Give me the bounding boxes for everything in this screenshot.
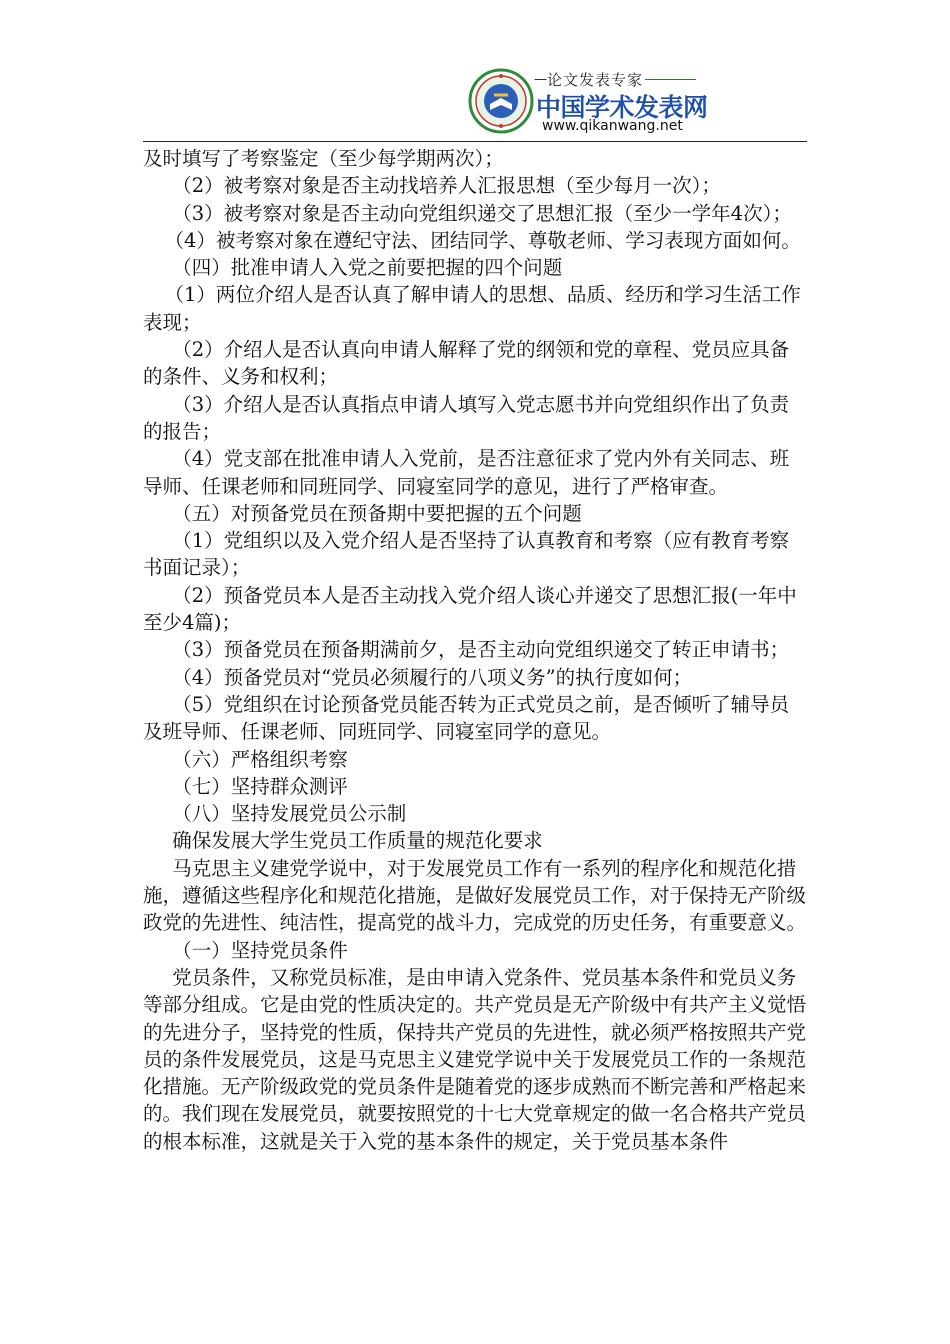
logo-tagline: — 论文发表专家 [534,68,696,90]
section-heading: （五）对预备党员在预备期中要把握的五个问题 [172,501,582,525]
paragraph: （1）两位介绍人是否认真了解申请人的思想、品质、经历和学习生活工作表现； [143,283,801,334]
section-heading: 确保发展大学生党员工作质量的规范化要求 [172,829,543,853]
paragraph: （3）预备党员在预备期满前夕，是否主动向党组织递交了转正申请书； [172,638,790,662]
paragraph: （2）介绍人是否认真向申请人解释了党的纲领和党的章程、党员应具备的条件、义务和权利； [143,338,790,389]
paragraph: 党员条件，又称党员标准，是由申请入党条件、党员基本条件和党员义务等部分组成。它是由党的性质决定的。共产党员是无产阶级中有共产主义觉悟的先进分子，坚持党的性质，保持共产党员的先进性，就必须严格按照共产党员的条件发展党员，这是马克思主义建党学说中关于发展党员工作的一条规范化措施。无产阶级政党的党员条件是随着党的逐步成熟而不断完善和严格起来的。我们现在发展党员，就要按照党的十七大党章规定的做一名合格共产党员的根本标准，这就是关于入党的基本条件的规定，关于党员基本条件 [143,965,807,1153]
logo-brand-name: 中国学术发表网 [536,93,708,122]
paragraph: （4）被考察对象在遵纪守法、团结同学、尊敬老师、学习表现方面如何。 [164,228,801,252]
logo-tagline-line [645,79,696,80]
section-heading: （七）坚持群众测评 [172,774,348,798]
site-logo [468,66,708,142]
document-body [143,145,807,1155]
paragraph: （4）党支部在批准申请人入党前，是否注意征求了党内外有关同志、班导师、任课老师和同班同学、同寝室同学的意见，进行了严格审查。 [143,447,790,498]
paragraph: 及时填写了考察鉴定（至少每学期两次）； [143,147,504,170]
header-divider [143,141,807,142]
paragraph: （2）被考察对象是否主动找培养人汇报思想（至少每月一次）； [172,174,721,198]
paragraph: 马克思主义建党学说中，对于发展党员工作有一系列的程序化和规范化措施，遵循这些程序化和规范化措施，是做好发展党员工作，对于保持无产阶级政党的先进性、纯洁性，提高党的战斗力，完成党的历史任务，有重要意义。 [143,856,807,935]
logo-tagline-text: 论文发表专家 [547,70,644,89]
section-heading: （一）坚持党员条件 [172,938,348,962]
paragraph: （1）党组织以及入党介绍人是否坚持了认真教育和考察（应有教育考察书面记录）； [143,529,790,580]
paragraph: （3）介绍人是否认真指点申请人填写入党志愿书并向党组织作出了负责的报告； [143,392,790,443]
logo-url: www.qikanwang.net [542,118,683,134]
paragraph: （3）被考察对象是否主动向党组织递交了思想汇报（至少一学年4次）； [172,201,792,225]
section-heading: （八）坚持发展党员公示制 [172,802,407,826]
paragraph: （4）预备党员对“党员必须履行的八项义务”的执行度如何； [172,665,693,689]
emblem-seal-icon [468,66,534,136]
section-heading: （六）严格组织考察 [172,747,348,771]
paragraph: （5）党组织在讨论预备党员能否转为正式党员之前，是否倾听了辅导员及班导师、任课老师、同班同学、同寝室同学的意见。 [143,692,790,744]
paragraph: （2）预备党员本人是否主动找入党介绍人谈心并递交了思想汇报(一年中至少4篇)； [143,583,797,635]
section-heading: （四）批准申请人入党之前要把握的四个问题 [172,256,563,280]
